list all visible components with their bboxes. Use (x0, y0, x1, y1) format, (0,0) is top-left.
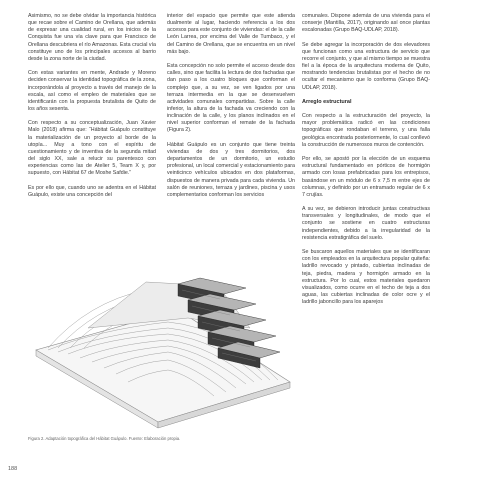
paragraph: Hábitat Guápulo es un conjunto que tiene treinta viviendas de dos y tres dormitorios, dos departamentos de un dormitorio, un estudio profesional, un local comercial y estacionamiento para veinticinco vehículos ubicados en dos plataformas, dispuestos de manera privada para cada vivienda. Un salón de reuniones, terraza y jardines, piscina y usos complementarios conforman los servicios (167, 141, 295, 198)
paragraph: Esta concepción no solo permite el acceso desde dos calles, sino que facilita la lectura de dos fachadas que dan paso a los cuatro bloques que conforman el complejo que, a su vez, se ven ligados por una terraza intermedia en la que se desenvuelven actividades comunales compartidas. Sobre la calle inferior, la altura de la fachada va creciendo con la inclinación de la calle, y los planos inclinados en el nivel superior conforman el remate de la fachada (Figura 2). (167, 63, 295, 134)
paragraph: comunales. Dispone además de una vivienda para el conserje (Mantilla, 2017), originando así once plantas escalonadas (Grupo BAQ-UDLAP, 2018). (302, 13, 430, 34)
text-column-2 (167, 13, 295, 206)
paragraph: Se debe agregar la incorporación de dos elevadores que funcionan como una estructura de servicio que recorre el conjunto, y que al mismo tiempo se muestra fiel a la época de la arquitectura moderna de Quito, mostrando tendencias brutalistas por el hecho de no ocultar el mecanismo que lo conforma (Grupo BAQ-UDLAP, 2018). (302, 41, 430, 91)
paragraph: Asimismo, no se debe olvidar la importancia histórica que recae sobre el Camino de Orellana, que además de expresar una cualidad rural, en los inicios de la Conquista fue una vía clave para que Francisco de Orellana descubriera el río Amazonas. Esta crucial vía constituye uno de los principales accesos al barrio desde la zona norte de la ciudad. (28, 13, 156, 62)
text-column-1 (28, 13, 156, 206)
topographic-model-illustration (28, 232, 296, 432)
section-heading: Arreglo estructural (302, 98, 352, 105)
paragraph: Por ello, se apostó por la elección de un esquema estructural fundamentado en pórticos de hormigón armado con losas prefabricadas para los entrepisos, basándose en un módulo de 6 x 7,5 m entre ejes de columnas, y definido por un entramado regular de 6 x 7 crujías. (302, 156, 430, 198)
paragraph: interior del espacio que permite que este atienda dualmente al lugar, haciendo referencia a los dos accesos para este conjunto de viviendas: el de la calle León Larrea, por encima del Valle de Tumbaco, y el del Camino de Orellana, que se encuentra en un nivel más bajo. (167, 13, 295, 55)
page-number: 188 (8, 466, 18, 472)
paragraph: Con respecto a la estructuración del proyecto, la mayor problemática radicó en las condiciones topográficas que rondaban el terreno, y una falla geológica encontrada posteriormente, lo cual conllevó la construcción de numerosos muros de contención. (302, 113, 430, 148)
paragraph: Con estas variantes en mente, Andrade y Moreno deciden conservar la identidad topográfica de la zona, incorporándola al proyecto a través del manejo de la escala, así como el empleo de materiales que se identificarán con la propuesta brutalista de Quito de los años sesenta. (28, 70, 156, 113)
paragraph: Es por ello que, cuando uno se adentra en el Hábitat Guápulo, existe una concepción del (28, 184, 156, 198)
figure-caption: Figura 2. Adaptación topográfica del Hábitat Guápulo. Fuente: Elaboración propia. (28, 436, 181, 441)
paragraph: Con respecto a su conceptualización, Juan Xavier Malo (2018) afirma que: “Hábitat Guápulo constituye la materialización de un proyecto al borde de la utopía... Muy a tono con el espíritu de cuestionamiento y de inventiva de la segunda mitad del siglo XX, sale a relucir su parentesco con experiencias como las de Atelier 5, Team X y, por supuesto, con Hábitat 67 de Moshe Safdie.” (28, 120, 156, 177)
paragraph: A su vez, se debieron introducir juntas constructivas transversales y longitudinales, de modo que el conjunto se sostiene en cuatro estructuras independientes, debido a la irregularidad de la resistencia estratigráfica del suelo. (302, 206, 430, 241)
figure-2-topographic-model (28, 232, 296, 432)
paragraph: Se buscaron aquellos materiales que se identificaran con los empleados en la arquitectura popular quiteña: ladrillo revocado y pintado, cubiertas inclinadas de teja, piedra, madera y hormigón armado en la estructura. Por lo cual, estos materiales quedaron visualizados, como ocurre en el techo de teja a dos aguas, las cubiertas inclinadas de color ocre y el ladrillo jaboncillo para los aparejos (302, 249, 430, 306)
text-column-3 (302, 13, 430, 313)
